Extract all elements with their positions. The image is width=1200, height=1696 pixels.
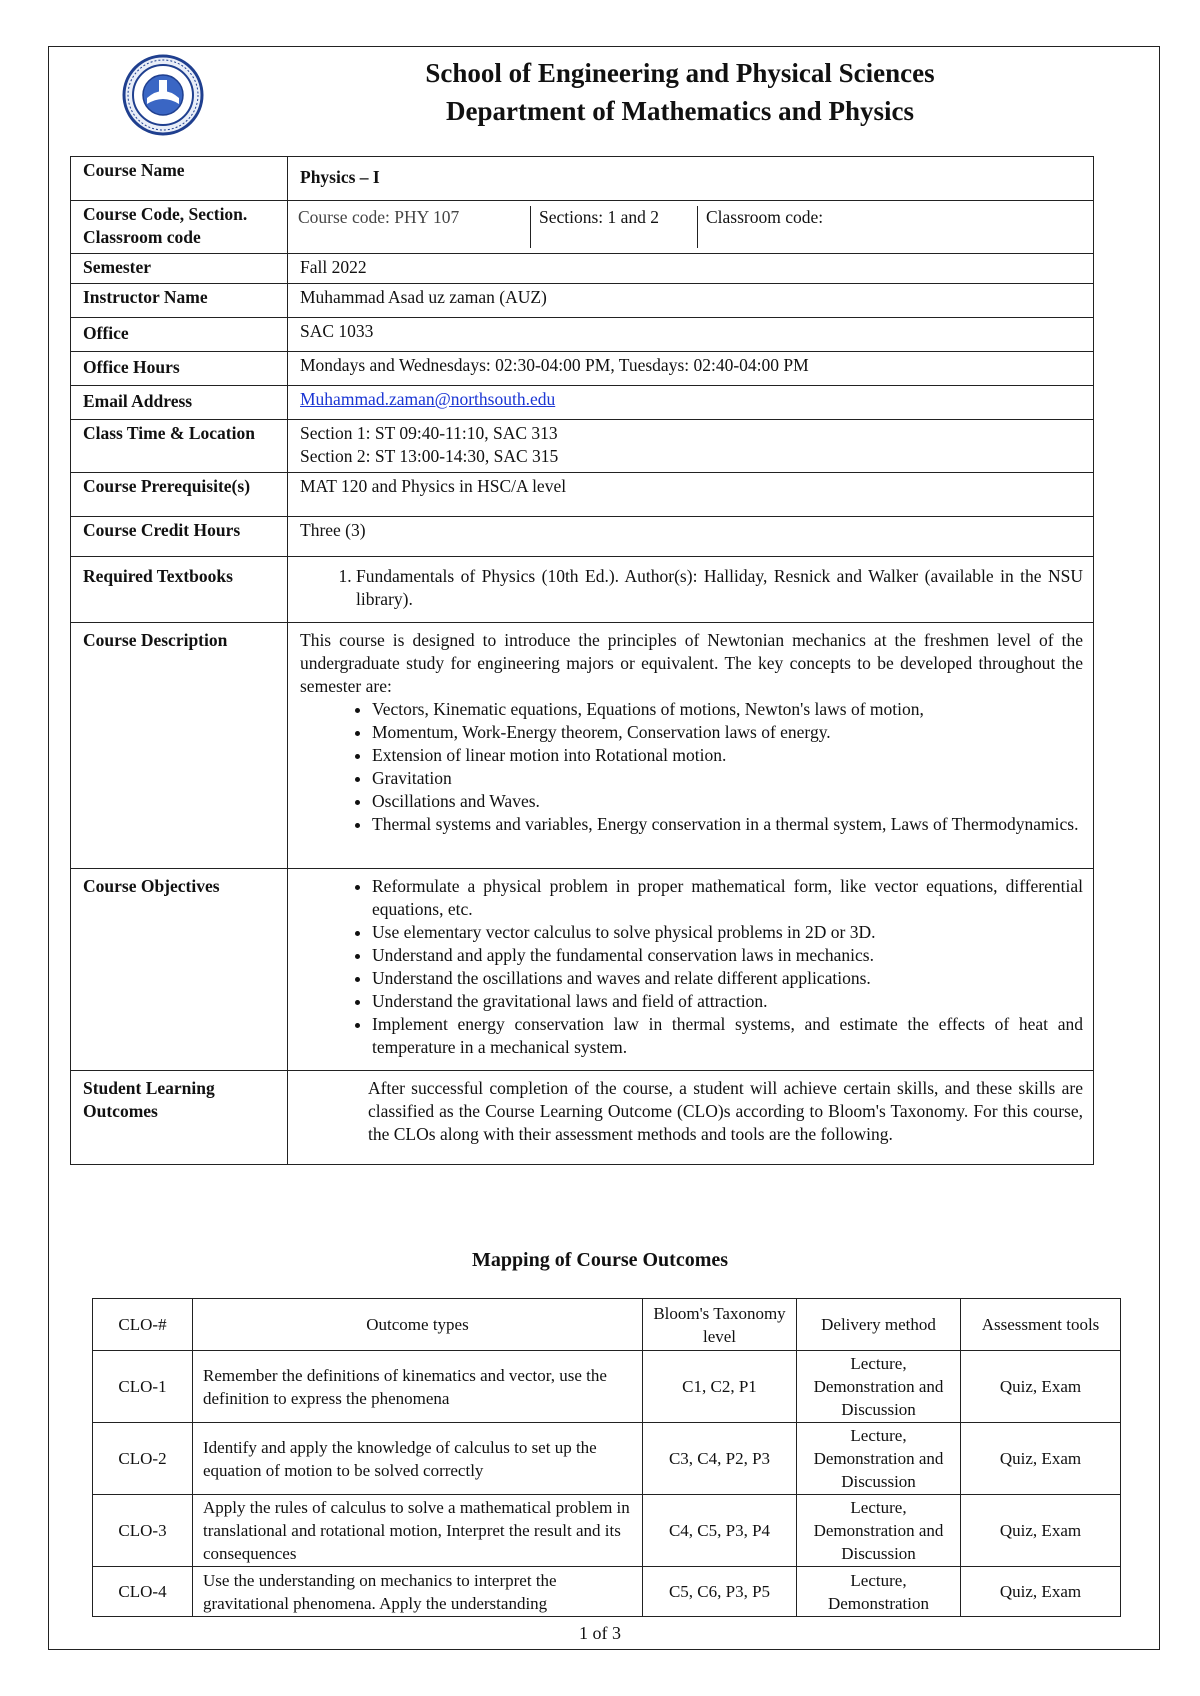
email-link[interactable]: Muhammad.zaman@northsouth.edu [300, 389, 556, 409]
clo-row [93, 1567, 1121, 1617]
row-class-time [71, 420, 1094, 473]
page-number: 1 of 3 [579, 1623, 621, 1643]
clo-row [93, 1495, 1121, 1567]
learning-outcomes-label: Student Learning Outcomes [71, 1071, 288, 1165]
instructor-label: Instructor Name [71, 284, 288, 318]
clo-delivery: Lecture, Demonstration and Discussion [797, 1351, 961, 1423]
clo-header-row [93, 1299, 1121, 1351]
description-item: • Oscillations and Waves. [372, 790, 1083, 813]
document-header [300, 54, 1060, 130]
university-seal-icon [122, 54, 204, 136]
prerequisite-value: MAT 120 and Physics in HSC/A level [288, 473, 1094, 517]
clo-header-bloom: Bloom's Taxonomy level [643, 1299, 797, 1351]
clo-header-number: CLO-# [93, 1299, 193, 1351]
textbooks-cell [288, 557, 1094, 623]
office-value: SAC 1033 [288, 318, 1094, 352]
textbook-item: 1. Fundamentals of Physics (10th Ed.). Author(s): Halliday, Resnick and Walker (available in the NSU library). [356, 565, 1083, 611]
course-code-value: Course code: PHY 107 [298, 207, 460, 227]
clo-row [93, 1423, 1121, 1495]
department-title: Department of Mathematics and Physics [446, 96, 914, 126]
course-info-table [70, 156, 1094, 1165]
textbooks-list [300, 565, 1083, 611]
clo-header-delivery: Delivery method [797, 1299, 961, 1351]
clo-assessment: Quiz, Exam [961, 1351, 1121, 1423]
objective-item: • Understand the oscillations and waves and relate different applications. [372, 967, 1083, 990]
row-prerequisite [71, 473, 1094, 517]
objective-item: • Use elementary vector calculus to solve physical problems in 2D or 3D. [372, 921, 1083, 944]
course-code-subtable [298, 206, 1093, 248]
description-cell [288, 623, 1094, 869]
clo-bloom: C3, C4, P2, P3 [643, 1423, 797, 1495]
credit-hours-value: Three (3) [288, 517, 1094, 557]
mapping-title: Mapping of Course Outcomes [471, 1249, 729, 1271]
description-item: • Gravitation [372, 767, 1083, 790]
row-learning-outcomes [71, 1071, 1094, 1165]
sections-value: Sections: 1 and 2 [531, 206, 698, 248]
description-item: • Vectors, Kinematic equations, Equations of motions, Newton's laws of motion, [372, 698, 1083, 721]
description-intro: This course is designed to introduce the principles of Newtonian mechanics at the freshmen level of the undergraduate study for engineering majors or equivalent. The key concepts to be developed throughout the semester are: [300, 630, 1083, 696]
prerequisite-label: Course Prerequisite(s) [71, 473, 288, 517]
row-objectives [71, 869, 1094, 1071]
school-title: School of Engineering and Physical Sciences [425, 58, 935, 88]
clo-outcome: Remember the definitions of kinematics and vector, use the definition to express the phenomena [193, 1351, 643, 1423]
email-cell [288, 386, 1094, 420]
description-list [300, 698, 1083, 836]
clo-header-assessment: Assessment tools [961, 1299, 1121, 1351]
class-time-cell [288, 420, 1094, 473]
course-name-value: Physics – I [288, 157, 1094, 201]
row-credit-hours [71, 517, 1094, 557]
class-time-label: Class Time & Location [71, 420, 288, 473]
office-label: Office [71, 318, 288, 352]
clo-assessment: Quiz, Exam [961, 1495, 1121, 1567]
description-item: • Thermal systems and variables, Energy conservation in a thermal system, Laws of Thermodynamics. [372, 813, 1083, 836]
objective-item: • Understand and apply the fundamental conservation laws in mechanics. [372, 944, 1083, 967]
row-semester [71, 254, 1094, 284]
semester-value: Fall 2022 [288, 254, 1094, 284]
course-code-cell [288, 201, 1094, 254]
clo-bloom: C1, C2, P1 [643, 1351, 797, 1423]
clo-delivery: Lecture, Demonstration and Discussion [797, 1423, 961, 1495]
clo-delivery: Lecture, Demonstration and Discussion [797, 1495, 961, 1567]
course-code-label: Course Code, Section. Classroom code [71, 201, 288, 254]
objective-item: • Reformulate a physical problem in proper mathematical form, like vector equations, differential equations, etc. [372, 875, 1083, 921]
clo-header-outcome: Outcome types [193, 1299, 643, 1351]
clo-number: CLO-4 [93, 1567, 193, 1617]
instructor-value: Muhammad Asad uz zaman (AUZ) [288, 284, 1094, 318]
office-hours-value: Mondays and Wednesdays: 02:30-04:00 PM, Tuesdays: 02:40-04:00 PM [288, 352, 1094, 386]
class-time-section-2: Section 2: ST 13:00-14:30, SAC 315 [300, 446, 559, 466]
class-time-section-1: Section 1: ST 09:40-11:10, SAC 313 [300, 423, 558, 443]
clo-outcome: Use the understanding on mechanics to interpret the gravitational phenomena. Apply the understanding [193, 1567, 643, 1617]
row-email [71, 386, 1094, 420]
row-description [71, 623, 1094, 869]
description-item: • Extension of linear motion into Rotational motion. [372, 744, 1083, 767]
description-item: • Momentum, Work-Energy theorem, Conservation laws of energy. [372, 721, 1083, 744]
clo-row [93, 1351, 1121, 1423]
clo-number: CLO-2 [93, 1423, 193, 1495]
row-office-hours [71, 352, 1094, 386]
clo-delivery: Lecture, Demonstration [797, 1567, 961, 1617]
objectives-list [300, 875, 1083, 1059]
clo-outcome: Identify and apply the knowledge of calculus to set up the equation of motion to be solved correctly [193, 1423, 643, 1495]
row-course-name [71, 157, 1094, 201]
row-textbooks [71, 557, 1094, 623]
clo-assessment: Quiz, Exam [961, 1567, 1121, 1617]
semester-label: Semester [71, 254, 288, 284]
clo-bloom: C5, C6, P3, P5 [643, 1567, 797, 1617]
objectives-label: Course Objectives [71, 869, 288, 1071]
objectives-cell [288, 869, 1094, 1071]
clo-number: CLO-3 [93, 1495, 193, 1567]
credit-hours-label: Course Credit Hours [71, 517, 288, 557]
objective-item: • Understand the gravitational laws and field of attraction. [372, 990, 1083, 1013]
office-hours-label: Office Hours [71, 352, 288, 386]
course-name-label: Course Name [71, 157, 288, 201]
clo-number: CLO-1 [93, 1351, 193, 1423]
classroom-value: Classroom code: [698, 206, 1094, 248]
row-instructor [71, 284, 1094, 318]
email-label: Email Address [71, 386, 288, 420]
description-label: Course Description [71, 623, 288, 869]
clo-bloom: C4, C5, P3, P4 [643, 1495, 797, 1567]
objective-item: • Implement energy conservation law in thermal systems, and estimate the effects of heat and temperature in a mechanical system. [372, 1013, 1083, 1059]
learning-outcomes-value: After successful completion of the course, a student will achieve certain skills, and these skills are classified as the Course Learning Outcome (CLO)s according to Bloom's Taxonomy. For this course, the CLOs along with their assessment methods and tools are the following. [288, 1071, 1094, 1165]
row-course-code [71, 201, 1094, 254]
row-office [71, 318, 1094, 352]
clo-mapping-table [92, 1298, 1121, 1617]
clo-assessment: Quiz, Exam [961, 1423, 1121, 1495]
textbooks-label: Required Textbooks [71, 557, 288, 623]
clo-outcome: Apply the rules of calculus to solve a mathematical problem in translational and rotational motion, Interpret the result and its consequences [193, 1495, 643, 1567]
